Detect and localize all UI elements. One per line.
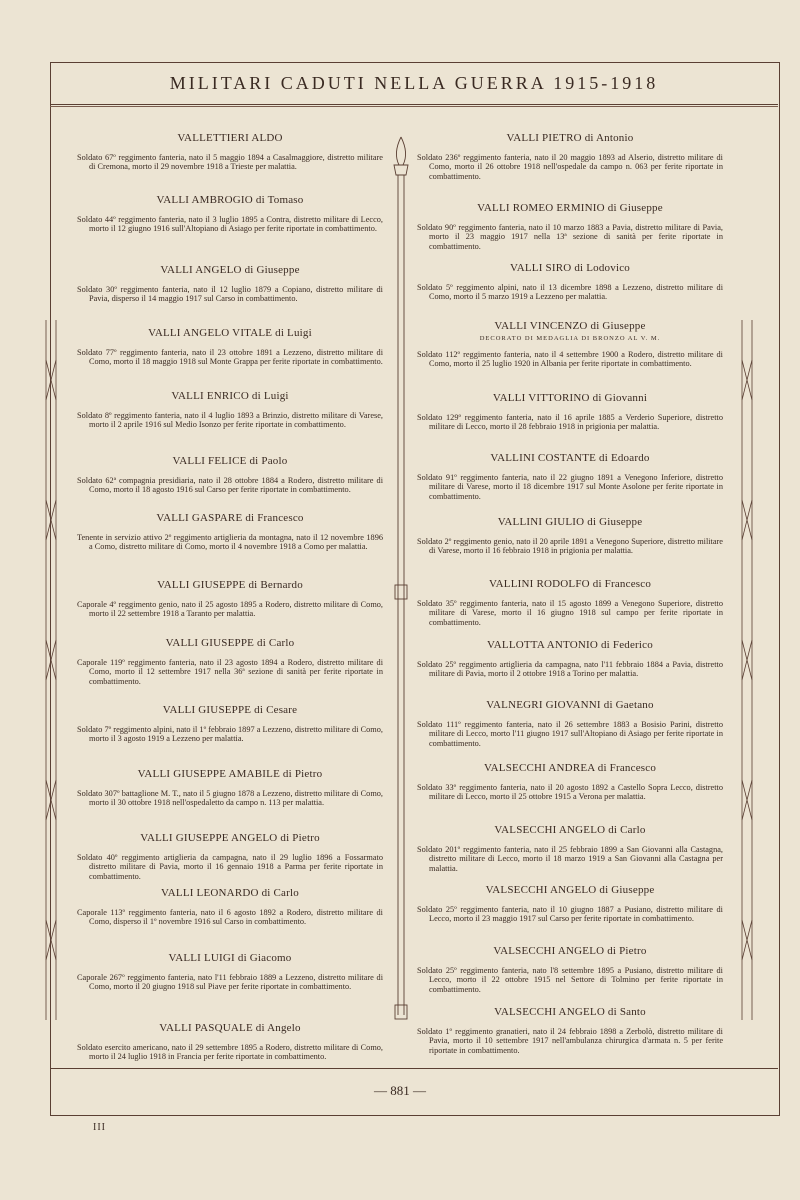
entry-text: Soldato 91º reggimento fanteria, nato il 22 giugno 1891 a Venegono Inferiore, distretto militare di Varese, morto il 18 dicembre 1917 sul Monte Asolone per ferite riportate in combattimento. xyxy=(417,473,723,501)
entry-name: VALLI LEONARDO di Carlo xyxy=(161,887,299,899)
entry-text: Soldato 67º reggimento fanteria, nato il 5 maggio 1894 a Casalmaggiore, distretto militare di Cremona, morto il 29 novembre 1918 a Trieste per malattia. xyxy=(77,153,383,172)
entry-name: VALLINI RODOLFO di Francesco xyxy=(488,578,652,590)
entry xyxy=(77,512,383,552)
entry-name: VALSECCHI ANGELO di Santo xyxy=(494,1006,646,1018)
entry-name: VALNEGRI GIOVANNI di Gaetano xyxy=(486,699,654,711)
right-fasces-ornament-icon xyxy=(736,320,758,1020)
entry-text: Soldato 111º reggimento fanteria, nato il 26 settembre 1883 a Bosisio Parini, distretto militare di Lecco, morto l'11 giugno 1917 sull'Altopiano di Asiago per ferite riportate in combattimento. xyxy=(417,720,723,748)
header-rule xyxy=(50,106,778,107)
entry-name: VALLI ENRICO di Luigi xyxy=(171,390,289,402)
entry-text: Soldato 7º reggimento alpini, nato il 1º febbraio 1897 a Lezzeno, distretto militare di Como, morto il 3 agosto 1919 a Lezzeno per malattia. xyxy=(77,725,383,744)
entry xyxy=(77,390,383,430)
entry xyxy=(77,768,383,808)
entry xyxy=(417,516,723,556)
entry xyxy=(417,699,723,748)
entry-name: VALLI GIUSEPPE di Cesare xyxy=(162,704,298,716)
entry-text: Soldato 33º reggimento fanteria, nato il 20 agosto 1892 a Castello Sopra Lecco, distretto militare di Lecco, morto il 25 ottobre 1915 a Verona per malattia. xyxy=(417,783,723,802)
entry-text: Caporale 267º reggimento fanteria, nato l'11 febbraio 1889 a Lezzeno, distretto militare di Como, morto il 20 giugno 1918 sul Piave per ferite riportate in combattimento. xyxy=(77,973,383,992)
entry-name: VALLI FELICE di Paolo xyxy=(172,455,288,467)
entry-name: VALLI GIUSEPPE AMABILE di Pietro xyxy=(137,768,323,780)
entry-name: VALLI ANGELO VITALE di Luigi xyxy=(148,327,312,339)
entry-text: Soldato 90º reggimento fanteria, nato il 10 marzo 1883 a Pavia, distretto militare di Pavia, morto il 23 maggio 1917 nella 13ª sezione di sanità per ferite riportate in combattimento. xyxy=(417,223,723,251)
page-title: MILITARI CADUTI NELLA GUERRA 1915-1918 xyxy=(169,72,659,93)
entry xyxy=(77,637,383,686)
entry-name: VALLI GIUSEPPE ANGELO di Pietro xyxy=(140,832,320,844)
entry-text: Soldato 112º reggimento fanteria, nato il 4 settembre 1900 a Rodero, distretto militare di Como, morto il 25 luglio 1920 in Albania per ferite riportate in combattimento. xyxy=(417,350,723,369)
entry xyxy=(417,824,723,873)
entry-name: VALLI GASPARE di Francesco xyxy=(156,512,304,524)
entry-text: Soldato 25º reggimento fanteria, nato l'8 settembre 1895 a Pusiano, distretto militare di Lecco, morto il 22 ottobre 1915 nel Settore di Tolmino per ferite riportate in combattimento. xyxy=(417,966,723,994)
footer-rule xyxy=(50,1068,778,1069)
entry xyxy=(77,1022,383,1062)
entry-decoration: DECORATO DI MEDAGLIA DI BRONZO AL V. M. xyxy=(479,335,661,342)
entry xyxy=(77,704,383,744)
entry xyxy=(77,327,383,367)
entry xyxy=(77,832,383,881)
entry-name: VALLI PASQUALE di Angelo xyxy=(159,1022,301,1034)
entry xyxy=(417,202,723,251)
entry xyxy=(417,452,723,501)
torch-ornament-icon xyxy=(392,135,410,1030)
entry xyxy=(77,264,383,304)
entry-name: VALLI LUIGI di Giacomo xyxy=(168,952,292,964)
entry-name: VALLI GIUSEPPE di Carlo xyxy=(165,637,295,649)
entry-name: VALLETTIERI ALDO xyxy=(177,132,283,144)
entry-text: Soldato 129º reggimento fanteria, nato il 16 aprile 1885 a Verderio Superiore, distretto militare di Lecco, morto il 28 febbraio 1918 in prigionia per malattia. xyxy=(417,413,723,432)
entry-name: VALLI AMBROGIO di Tomaso xyxy=(156,194,304,206)
entry-name: VALLI GIUSEPPE di Bernardo xyxy=(157,579,303,591)
entry xyxy=(417,639,723,679)
entry-name: VALLI ROMEO ERMINIO di Giuseppe xyxy=(477,202,663,214)
entry-text: Soldato 62ª compagnia presidiaria, nato il 28 ottobre 1884 a Rodero, distretto militare di Como, morto il 18 agosto 1916 sul Carso per ferite riportate in combattimento. xyxy=(77,476,383,495)
entry-text: Soldato 25º reggimento fanteria, nato il 10 giugno 1887 a Pusiano, distretto militare di Lecco, morto il 23 maggio 1917 sul Carso per ferite riportate in combattimento. xyxy=(417,905,723,924)
entry xyxy=(417,1006,723,1055)
entry-text: Caporale 113º reggimento fanteria, nato il 6 agosto 1892 a Rodero, distretto militare di Como, disperso il 1º novembre 1916 sul Carso in combattimento. xyxy=(77,908,383,927)
entry-name: VALLINI COSTANTE di Edoardo xyxy=(490,452,650,464)
entry-text: Soldato 30º reggimento fanteria, nato il 12 luglio 1879 a Copiano, distretto militare di Pavia, disperso il 14 maggio 1917 sul Carso in combattimento. xyxy=(77,285,383,304)
entry-text: Caporale 4º reggimento genio, nato il 25 agosto 1895 a Rodero, distretto militare di Como, morto il 22 settembre 1918 a Taranto per malattia. xyxy=(77,600,383,619)
entry-text: Soldato 8º reggimento fanteria, nato il 4 luglio 1893 a Brinzio, distretto militare di Varese, morto il 2 aprile 1916 sul Medio Isonzo per ferite riportate in combattimento. xyxy=(77,411,383,430)
entry-name: VALLI VITTORINO di Giovanni xyxy=(492,392,648,404)
entry xyxy=(77,132,383,172)
entry xyxy=(417,132,723,181)
entry-text: Soldato 307º battaglione M. T., nato il 5 giugno 1878 a Lezzeno, distretto militare di Como, morto il 30 ottobre 1918 nell'ospedaletto da campo n. 113 per malattia. xyxy=(77,789,383,808)
entry-text: Soldato 5º reggimento alpini, nato il 13 dicembre 1898 a Lezzeno, distretto militare di Como, morto il 5 marzo 1919 a Lezzeno per malattia. xyxy=(417,283,723,302)
entry xyxy=(417,884,723,924)
entry-text: Caporale 119º reggimento fanteria, nato il 23 agosto 1894 a Rodero, distretto militare di Como, morto il 12 settembre 1917 nella 36ª sezione di sanità per ferite riportate in combattimento. xyxy=(77,658,383,686)
entry-text: Soldato 35º reggimento fanteria, nato il 15 agosto 1899 a Venegono Superiore, distretto militare di Varese, morto il 16 giugno 1918 sul campo per ferite riportate in combattimento. xyxy=(417,599,723,627)
entry-text: Soldato 77º reggimento fanteria, nato il 23 ottobre 1891 a Lezzeno, distretto militare di Como, morto il 18 maggio 1918 sul Monte Grappa per ferite riportate in combattimento. xyxy=(77,348,383,367)
entry-name: VALLI SIRO di Lodovico xyxy=(510,262,630,274)
entry-text: Tenente in servizio attivo 2º reggimento artiglieria da montagna, nato il 12 novembre 1896 a Como, distretto militare di Como, morto il 4 novembre 1918 a Como per malattia. xyxy=(77,533,383,552)
entry xyxy=(77,194,383,234)
entry-text: Soldato esercito americano, nato il 29 settembre 1895 a Rodero, distretto militare di Como, morto il 24 luglio 1918 in Francia per ferite riportate in combattimento. xyxy=(77,1043,383,1062)
page-header xyxy=(50,62,778,105)
entry-text: Soldato 40º reggimento artiglieria da campagna, nato il 29 luglio 1896 a Fossarmato distretto militare di Pavia, morto il 16 gennaio 1918 a Parma per ferite riportate in combattimento. xyxy=(77,853,383,881)
entry xyxy=(77,952,383,992)
entry-name: VALLI VINCENZO di Giuseppe xyxy=(494,320,646,332)
entry-text: Soldato 201º reggimento fanteria, nato il 25 febbraio 1899 a San Giovanni alla Castagna, distretto militare di Lecco, morto il 18 marzo 1919 a San Giovanni alla Castagna per malattia. xyxy=(417,845,723,873)
entry-name: VALLINI GIULIO di Giuseppe xyxy=(497,516,643,528)
entry-text: Soldato 25º reggimento artiglieria da campagna, nato l'11 febbraio 1884 a Pavia, distretto militare di Pavia, morto il 2 ottobre 1918 a Torino per malattia. xyxy=(417,660,723,679)
page-number: — 881 — xyxy=(374,1083,426,1098)
entry-text: Soldato 1º reggimento granatieri, nato il 24 febbraio 1898 a Zerbolò, distretto militare di Pavia, morto il 10 settembre 1917 nell'ambulanza chirurgica d'armata n. 5 per ferite riportate in combattimento. xyxy=(417,1027,723,1055)
entry-name: VALSECCHI ANGELO di Carlo xyxy=(494,824,646,836)
entry xyxy=(77,455,383,495)
entry xyxy=(77,887,383,927)
entry-text: Soldato 2º reggimento genio, nato il 20 aprile 1891 a Venegono Superiore, distretto militare di Varese, morto il 16 febbraio 1918 in prigionia per malattia. xyxy=(417,537,723,556)
entry xyxy=(417,320,723,369)
entry xyxy=(77,579,383,619)
entry-name: VALLI PIETRO di Antonio xyxy=(506,132,634,144)
entry-name: VALLOTTA ANTONIO di Federico xyxy=(487,639,653,651)
entry-name: VALSECCHI ANDREA di Francesco xyxy=(483,762,657,774)
entry-name: VALLI ANGELO di Giuseppe xyxy=(160,264,300,276)
volume-mark: III xyxy=(93,1122,106,1133)
entry xyxy=(417,578,723,627)
entry-text: Soldato 236º reggimento fanteria, nato il 20 maggio 1893 ad Alserio, distretto militare di Como, morto il 26 ottobre 1918 nell'ospedale da campo n. 063 per ferite riportate in combattimento. xyxy=(417,153,723,181)
entry-text: Soldato 44º reggimento fanteria, nato il 3 luglio 1895 a Contra, distretto militare di Lecco, morto il 12 giugno 1916 sull'Altopiano di Asiago per ferite riportate in combattimento. xyxy=(77,215,383,234)
entry-name: VALSECCHI ANGELO di Giuseppe xyxy=(485,884,655,896)
entry-name: VALSECCHI ANGELO di Pietro xyxy=(493,945,647,957)
entry xyxy=(417,762,723,802)
entry xyxy=(417,945,723,994)
left-fasces-ornament-icon xyxy=(40,320,62,1020)
entry xyxy=(417,392,723,432)
entry xyxy=(417,262,723,302)
